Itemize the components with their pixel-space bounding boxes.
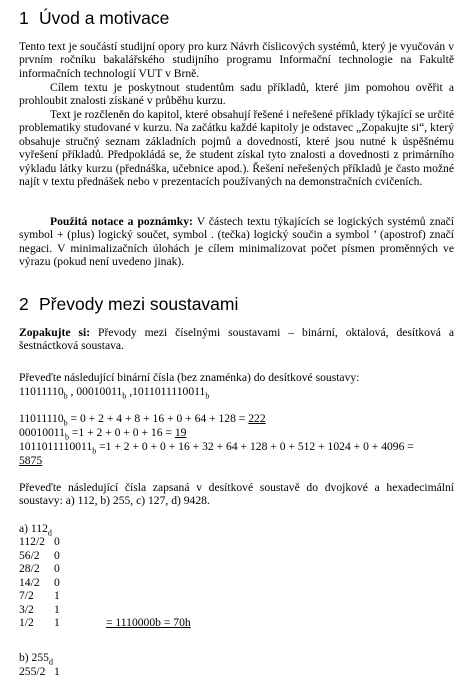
division: 56/2 — [19, 548, 40, 562]
division: 7/2 — [19, 589, 34, 602]
section-title: Převody mezi soustavami — [39, 294, 239, 314]
binary-number: 00010011 — [19, 426, 65, 439]
subscript: d — [47, 528, 52, 538]
section-title: Úvod a motivace — [39, 8, 170, 28]
equation: =1 + 2 + 0 + 0 + 16 + 32 + 64 + 128 + 0 + 512 + 1024 + 0 + 4096 = — [96, 440, 414, 453]
notation-heading: Použitá notace a poznámky: — [50, 215, 193, 228]
binary-number: 11011110 — [19, 412, 64, 425]
paragraph: Cílem textu je poskytnout studentům sadu příkladů, které jim pomohou ověřit a prohloubit znalosti získané v průběhu kurzu. — [19, 81, 454, 108]
division: 255/2 — [19, 665, 46, 678]
remainder: 0 — [54, 535, 60, 548]
remainder: 0 — [54, 548, 60, 562]
section-1-heading — [19, 8, 169, 28]
subscript: b — [63, 391, 68, 401]
remainder: 0 — [54, 575, 60, 589]
subscript: b — [64, 432, 69, 442]
binary-number: , 00010011 — [67, 385, 123, 398]
paragraph: Text je rozčleněn do kapitol, které obsahují řešené i neřešené příklady týkající se určité problematiky studované v kurzu. Na začátku každé kapitoly je odstavec „Zopakujte si“, který obsahuje stručný seznam základních pojmů a dovedností, které jsou nutné k úspěšnému vyřešení příkladů. Předpokládá se, že student získal tyto znalosti a dovednosti z primárního výkladu látky kurzu (přednáška, učebnice apod.). Řešení neřešených příkladů je často možné najít v textu přednášek nebo v prezentacích používaných na demonstračních cvičeních. — [19, 108, 454, 189]
result: 222 — [248, 412, 266, 425]
result: 5875 — [19, 454, 43, 467]
division: 1/2 — [19, 616, 34, 629]
notation-text: V částech textu týkajících se logických systémů značí symbol + (plus) logický součet, symbol . (tečka) logický součin a symbol ’ (apostrof) značí negaci. V minimalizačních úlohách je cílem minimalizovat počet písmen proměnných ve výrazu (pokud není uvedeno jinak). — [19, 215, 455, 269]
subtask-label — [19, 522, 52, 538]
division-row — [19, 616, 191, 629]
division-row — [19, 589, 106, 602]
division-row — [19, 603, 106, 616]
binary-number: 1011011110011 — [19, 440, 93, 453]
conversion-result: = 1110000b = 70h — [106, 616, 191, 629]
solution-line — [19, 426, 187, 442]
review-paragraph — [19, 326, 454, 353]
division-row — [19, 562, 106, 575]
task-text: Převeďte následující čísla zapsaná v desítkové soustavě do dvojkové a hexadecimální soustavy: a) 112, b) 255, c) 127, d) 9428. — [19, 481, 454, 508]
review-text: Převody mezi číselnými soustavami – binární, oktalová, desítková a šestnáctková soustava. — [19, 326, 455, 353]
label-text: a) 112 — [19, 522, 48, 535]
division: 28/2 — [19, 562, 40, 575]
solution-line — [19, 440, 414, 456]
equation: = 0 + 2 + 4 + 8 + 16 + 0 + 64 + 128 = — [67, 412, 249, 425]
remainder: 1 — [54, 665, 60, 678]
remainder: 0 — [54, 562, 60, 575]
binary-number: 11011110 — [19, 385, 64, 398]
subscript: b — [205, 391, 210, 401]
section-2-heading — [19, 294, 238, 314]
division-row — [19, 576, 106, 589]
binary-number-list — [19, 385, 210, 401]
section-number: 2 — [19, 294, 29, 314]
equation: =1 + 2 + 0 + 0 + 16 = — [68, 426, 175, 439]
paragraph — [19, 215, 454, 269]
label-text: b) 255 — [19, 651, 49, 664]
remainder: 1 — [54, 602, 60, 616]
subscript: d — [48, 657, 53, 667]
division-row — [19, 549, 106, 562]
subtask-label — [19, 651, 53, 667]
paragraph: Tento text je součástí studijní opory pro kurz Návrh číslicových systémů, který je vyučován v prvním ročníku bakalářského studijního programu Informační technologie na Fakultě informačních technologií VUT v Brně. — [19, 40, 454, 80]
result: 19 — [174, 426, 187, 439]
division: 112/2 — [19, 535, 45, 548]
division-row — [19, 665, 60, 678]
task-text: Převeďte následující binární čísla (bez znaménka) do desítkové soustavy: — [19, 371, 360, 384]
subscript: b — [92, 446, 97, 456]
division-row — [19, 535, 106, 548]
subscript: b — [122, 391, 127, 401]
review-label: Zopakujte si: — [19, 326, 91, 339]
section-number: 1 — [19, 8, 29, 28]
subscript: b — [63, 418, 68, 428]
division: 3/2 — [19, 602, 34, 616]
solution-line — [19, 412, 266, 428]
remainder: 1 — [54, 589, 60, 602]
binary-number: ,1011011110011 — [126, 385, 206, 398]
remainder: 1 — [54, 616, 60, 629]
division: 14/2 — [19, 575, 40, 589]
